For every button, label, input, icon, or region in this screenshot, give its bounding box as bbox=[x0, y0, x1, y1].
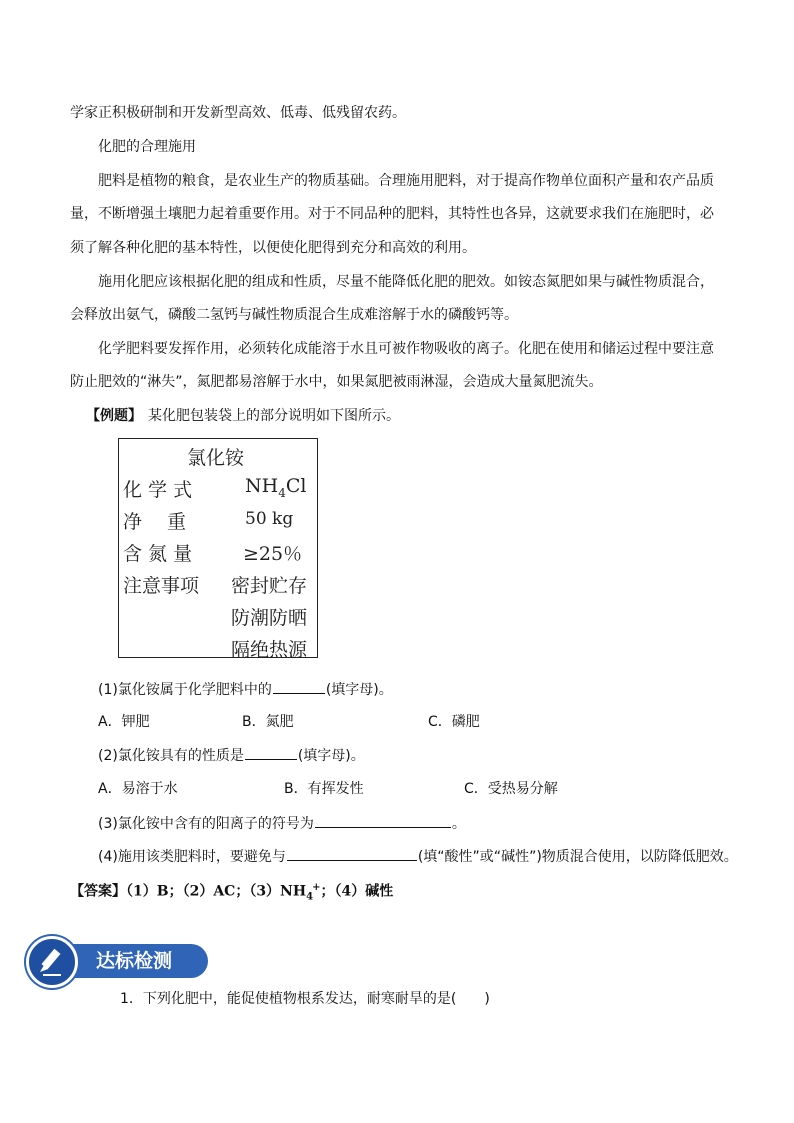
label-nitrogen-key: 含 氮 量 bbox=[123, 543, 193, 565]
answer-blank-2 bbox=[245, 745, 297, 760]
label-note-moisture: 防潮防晒 bbox=[231, 607, 308, 629]
fertilizer-package-label bbox=[118, 438, 318, 661]
q1-option-a: A．钾肥 bbox=[98, 714, 150, 730]
q2-option-a: A．易溶于水 bbox=[98, 781, 178, 797]
example-intro bbox=[86, 406, 400, 426]
label-weight-key: 净 重 bbox=[123, 511, 187, 533]
label-note-heat: 隔绝热源 bbox=[231, 639, 308, 661]
section-heading-fertilizer-use: 化肥的合理施用 bbox=[98, 139, 196, 155]
paragraph-fertilizer-line2: 量，不断增强土壤肥力起着重要作用。对于不同品种的肥料，其特性也各异，这就要求我们在施肥时，必 bbox=[70, 206, 714, 222]
paragraph-loss-line1: 化学肥料要发挥作用，必须转化成能溶于水且可被作物吸收的离子。化肥在使用和储运过程中要注意 bbox=[98, 341, 714, 357]
answer-blank-1 bbox=[273, 679, 325, 694]
label-notes-key: 注意事项 bbox=[123, 575, 200, 597]
pencil-icon bbox=[26, 936, 78, 988]
answer-tag: 【答案】 bbox=[70, 883, 126, 900]
label-weight-value: 50 kg bbox=[245, 509, 294, 529]
answer-line: 【答案】（1）B；（2）AC；$(3)NH_4^+$；（4）碱性 bbox=[70, 882, 394, 903]
section-badge-assessment bbox=[26, 936, 186, 984]
answer-blank-3 bbox=[315, 813, 451, 828]
q1-option-c: C．磷肥 bbox=[428, 714, 480, 730]
paragraph-fertilizer-line1: 肥料是植物的粮食，是农业生产的物质基础。合理施用肥料，对于提高作物单位面积产量和农产品质 bbox=[98, 173, 714, 189]
question-4: (4)施用该类肥料时，要避免与 (填“酸性”或“碱性”)物质混合使用，以防降低肥效。 bbox=[98, 846, 738, 867]
label-note-sealed: 密封贮存 bbox=[231, 575, 308, 597]
q2-option-b: B．有挥发性 bbox=[284, 781, 364, 797]
question-1: (1)氯化铵属于化学肥料中的 (填字母)。 bbox=[98, 679, 393, 700]
paragraph-loss-line2: 防止肥效的“淋失”，氮肥都易溶解于水中，如果氮肥被雨淋湿，会造成大量氮肥流失。 bbox=[70, 374, 603, 390]
label-nitrogen-value: ≥25％ bbox=[243, 543, 303, 565]
answer-blank-4 bbox=[287, 846, 417, 861]
label-title: 氯化铵 bbox=[187, 447, 245, 469]
label-formula-value: $NH_4Cl$ bbox=[245, 475, 307, 500]
section-title: 达标检测 bbox=[96, 950, 173, 972]
label-formula-key: 化 学 式 bbox=[123, 479, 193, 501]
paragraph-application-line1: 施用化肥应该根据化肥的组成和性质，尽量不能降低化肥的肥效。如铵态氮肥如果与碱性物质混合， bbox=[98, 274, 714, 290]
paragraph-pesticide-end: 学家正积极研制和开发新型高效、低毒、低残留农药。 bbox=[70, 105, 406, 121]
q1-option-b: B．氮肥 bbox=[242, 714, 294, 730]
paragraph-fertilizer-line3: 须了解各种化肥的基本特性，以便使化肥得到充分和高效的利用。 bbox=[70, 240, 476, 256]
example-intro-text: 某化肥包装袋上的部分说明如下图所示。 bbox=[148, 408, 400, 424]
question-3: (3)氯化铵中含有的阳离子的符号为 。 bbox=[98, 813, 466, 834]
question-2: (2)氯化铵具有的性质是 (填字母)。 bbox=[98, 745, 365, 766]
example-tag: 【例题】 bbox=[86, 408, 142, 424]
paragraph-application-line2: 会释放出氨气，磷酸二氢钙与碱性物质混合生成难溶解于水的磷酸钙等。 bbox=[70, 307, 518, 323]
q2-option-c: C．受热易分解 bbox=[464, 781, 558, 797]
practice-question-1: 1．下列化肥中，能促使植物根系发达，耐寒耐旱的是( ) bbox=[120, 991, 490, 1007]
